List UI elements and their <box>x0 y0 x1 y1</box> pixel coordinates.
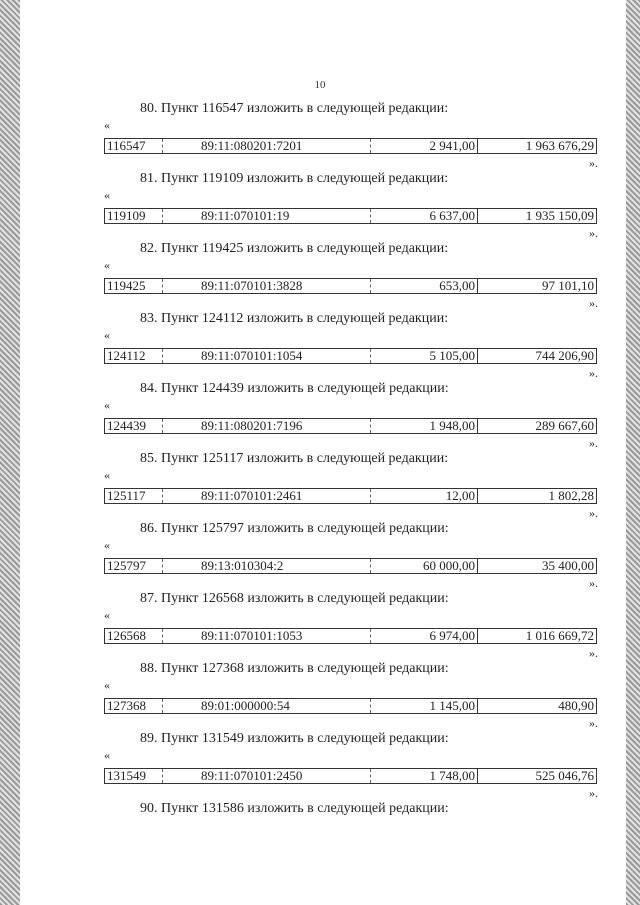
amendment-paragraph: 81. Пункт 119109 изложить в следующей редакции: <box>140 171 449 186</box>
opening-quote: « <box>104 258 110 272</box>
closing-quote: ». <box>589 576 598 590</box>
amendment-section <box>104 380 600 450</box>
value-cell: 97 101,10 <box>542 279 594 293</box>
amendment-paragraph: 85. Пункт 125117 изложить в следующей редакции: <box>140 451 449 466</box>
table-row <box>104 558 597 574</box>
closing-quote: ». <box>589 646 598 660</box>
opening-quote: « <box>104 748 110 762</box>
amendment-section <box>104 450 600 520</box>
amendment-section <box>104 730 600 800</box>
item-number-cell: 127368 <box>105 699 163 713</box>
opening-quote: « <box>104 398 110 412</box>
amendment-section <box>104 310 600 380</box>
closing-quote: ». <box>589 716 598 730</box>
amendment-section <box>104 240 600 310</box>
table-row <box>104 488 597 504</box>
opening-quote: « <box>104 538 110 552</box>
table-row <box>104 138 597 154</box>
closing-quote: ». <box>589 226 598 240</box>
item-number-cell: 125117 <box>105 489 163 503</box>
item-number-cell: 124439 <box>105 419 163 433</box>
cadastral-number-cell: 89:11:080201:7196 <box>163 419 371 433</box>
table-row <box>104 208 597 224</box>
area-cell: 12,00 <box>371 489 478 503</box>
area-cell: 1 145,00 <box>371 699 478 713</box>
cadastral-number-cell: 89:11:080201:7201 <box>163 139 371 153</box>
closing-quote: ». <box>589 296 598 310</box>
value-cell: 1 802,28 <box>548 489 594 503</box>
area-cell: 6 974,00 <box>371 629 478 643</box>
value-cell: 35 400,00 <box>542 559 594 573</box>
opening-quote: « <box>104 678 110 692</box>
closing-quote: ». <box>589 436 598 450</box>
area-cell: 1 748,00 <box>371 769 478 783</box>
value-cell: 1 935 150,09 <box>525 209 594 223</box>
amendment-section <box>104 800 600 824</box>
amendment-section <box>104 100 600 170</box>
value-cell: 1 016 669,72 <box>525 629 594 643</box>
closing-quote: ». <box>589 366 598 380</box>
value-cell: 744 206,90 <box>535 349 594 363</box>
cadastral-number-cell: 89:11:070101:3828 <box>163 279 371 293</box>
amendment-paragraph: 84. Пункт 124439 изложить в следующей редакции: <box>140 381 449 396</box>
amendment-paragraph: 90. Пункт 131586 изложить в следующей редакции: <box>140 801 449 816</box>
value-cell: 480,90 <box>558 699 594 713</box>
scan-border-left <box>0 0 20 905</box>
closing-quote: ». <box>589 156 598 170</box>
amendment-list <box>104 100 600 824</box>
item-number-cell: 131549 <box>105 769 163 783</box>
item-number-cell: 125797 <box>105 559 163 573</box>
area-cell: 2 941,00 <box>371 139 478 153</box>
value-cell: 1 963 676,29 <box>525 139 594 153</box>
item-number-cell: 126568 <box>105 629 163 643</box>
area-cell: 653,00 <box>371 279 478 293</box>
amendment-section <box>104 170 600 240</box>
value-cell: 289 667,60 <box>535 419 594 433</box>
scan-border-right <box>626 0 640 905</box>
table-row <box>104 418 597 434</box>
cadastral-number-cell: 89:01:000000:54 <box>163 699 371 713</box>
table-row <box>104 348 597 364</box>
amendment-paragraph: 88. Пункт 127368 изложить в следующей редакции: <box>140 661 449 676</box>
amendment-section <box>104 660 600 730</box>
cadastral-number-cell: 89:11:070101:2461 <box>163 489 371 503</box>
page-number: 10 <box>314 79 326 91</box>
value-cell: 525 046,76 <box>535 769 594 783</box>
item-number-cell: 116547 <box>105 139 163 153</box>
cadastral-number-cell: 89:13:010304:2 <box>163 559 371 573</box>
area-cell: 5 105,00 <box>371 349 478 363</box>
cadastral-number-cell: 89:11:070101:1054 <box>163 349 371 363</box>
opening-quote: « <box>104 608 110 622</box>
amendment-paragraph: 89. Пункт 131549 изложить в следующей редакции: <box>140 731 449 746</box>
closing-quote: ». <box>589 506 598 520</box>
amendment-section <box>104 520 600 590</box>
cadastral-number-cell: 89:11:070101:19 <box>163 209 371 223</box>
opening-quote: « <box>104 188 110 202</box>
amendment-paragraph: 82. Пункт 119425 изложить в следующей редакции: <box>140 241 449 256</box>
opening-quote: « <box>104 468 110 482</box>
table-row <box>104 768 597 784</box>
opening-quote: « <box>104 328 110 342</box>
opening-quote: « <box>104 118 110 132</box>
area-cell: 6 637,00 <box>371 209 478 223</box>
table-row <box>104 698 597 714</box>
area-cell: 1 948,00 <box>371 419 478 433</box>
amendment-paragraph: 83. Пункт 124112 изложить в следующей редакции: <box>140 311 449 326</box>
amendment-paragraph: 86. Пункт 125797 изложить в следующей редакции: <box>140 521 449 536</box>
item-number-cell: 124112 <box>105 349 163 363</box>
table-row <box>104 278 597 294</box>
item-number-cell: 119425 <box>105 279 163 293</box>
item-number-cell: 119109 <box>105 209 163 223</box>
amendment-section <box>104 590 600 660</box>
amendment-paragraph: 80. Пункт 116547 изложить в следующей редакции: <box>140 101 449 116</box>
area-cell: 60 000,00 <box>371 559 478 573</box>
amendment-paragraph: 87. Пункт 126568 изложить в следующей редакции: <box>140 591 449 606</box>
table-row <box>104 628 597 644</box>
closing-quote: ». <box>589 786 598 800</box>
cadastral-number-cell: 89:11:070101:2450 <box>163 769 371 783</box>
cadastral-number-cell: 89:11:070101:1053 <box>163 629 371 643</box>
